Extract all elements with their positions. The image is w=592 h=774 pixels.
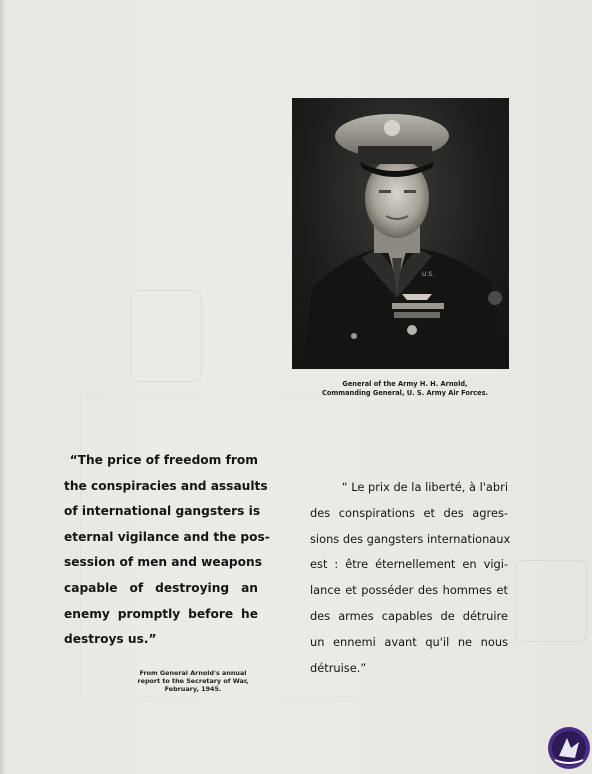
photo-caption — [300, 380, 510, 398]
bleed-through-shape — [515, 560, 587, 642]
quote-source — [118, 669, 268, 693]
page-fold — [0, 0, 6, 774]
quote-line: des conspirations et des agres- — [310, 505, 508, 520]
quote-line: un ennemi avant qu'il ne nous — [310, 634, 508, 649]
quote-line: lance et posséder des hommes et — [310, 583, 508, 598]
quote-line: of international gangsters is — [64, 504, 261, 519]
portrait-photo — [292, 98, 509, 369]
english-quote — [64, 448, 270, 653]
quote-line: destroys us.” — [64, 632, 157, 647]
quote-line: “The price of freedom from — [69, 453, 258, 467]
source-line: report to the Secretary of War, — [137, 677, 249, 685]
quote-line: enemy promptly before he — [64, 606, 258, 621]
source-line: February, 1945. — [164, 685, 222, 693]
bleed-through-shape — [130, 290, 202, 382]
quote-line: “ Le prix de la liberté, à l'abri — [341, 480, 508, 494]
quote-line: des armes capables de détruire — [310, 608, 508, 623]
caption-line: General of the Army H. H. Arnold, — [342, 380, 468, 388]
quote-line: the conspiracies and assaults — [64, 478, 268, 493]
quote-line: est : être éternellement en vigi- — [310, 557, 508, 572]
quote-line: détruise.” — [310, 660, 367, 675]
quote-line: eternal vigilance and the pos- — [64, 529, 270, 544]
quote-line: session of men and weapons — [64, 555, 262, 570]
quote-line: capable of destroying an — [64, 580, 258, 595]
quote-line: sions des gangsters internationaux — [310, 531, 511, 546]
french-quote — [310, 475, 511, 681]
emblem-logo-icon — [547, 726, 591, 770]
source-line: From General Arnold's annual — [139, 669, 247, 677]
caption-line: Commanding General, U. S. Army Air Forces. — [321, 389, 489, 397]
svg-text:U.S.: U.S. — [422, 271, 435, 278]
